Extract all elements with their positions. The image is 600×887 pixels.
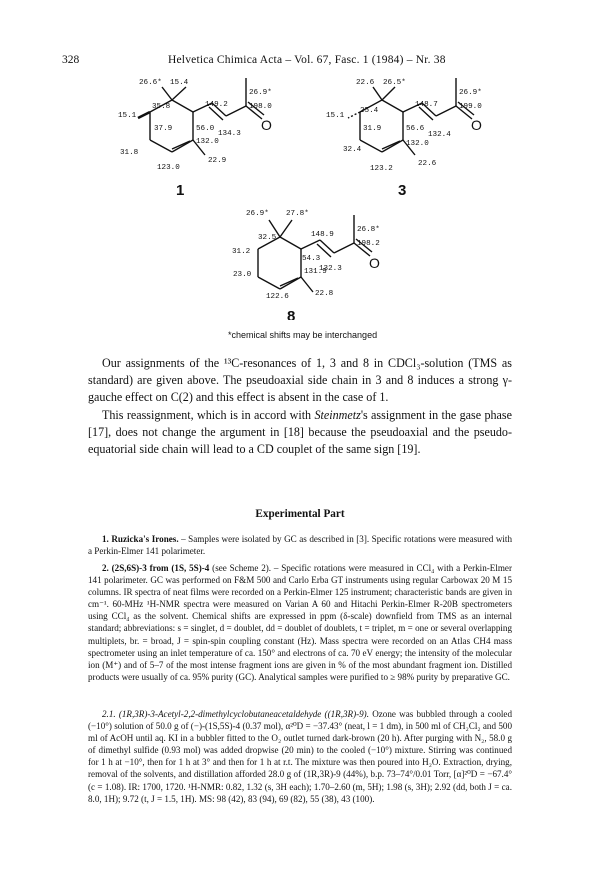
c3-shift: 148.7 (415, 101, 438, 109)
c8-shift: 26.9* (246, 210, 269, 218)
section-2-1-title: 2.1. (1R,3R)-3-Acetyl-2,2-dimethylcyclobutaneacetaldehyde ((1R,3R)-9). (102, 709, 369, 719)
c1-shift: 134.3 (218, 130, 241, 138)
c3-shift: 26.5* (383, 79, 406, 87)
c1-shift: 15.1 (118, 112, 137, 120)
c1-shift: 15.4 (170, 79, 189, 87)
experimental-heading: Experimental Part (255, 508, 345, 520)
c8-shift: 27.8* (286, 210, 309, 218)
c3-shift: 15.1 (326, 112, 345, 120)
c1-shift: 35.8 (152, 103, 171, 111)
c3-shift: 56.6 (406, 125, 425, 133)
c1-shift: 132.0 (196, 138, 219, 146)
c8-shift: 26.8* (357, 226, 380, 234)
compound-1-label: 1 (176, 182, 185, 199)
c1-shift: 26.9* (249, 89, 272, 97)
c1-shift: 198.0 (249, 103, 272, 111)
p2-text-a: This reassignment, which is in accord with (102, 408, 315, 422)
c3-shift: 132.4 (428, 131, 451, 139)
c3-shift: 22.6 (418, 160, 437, 168)
c8-shift: 54.3 (302, 255, 321, 263)
c1-shift: 31.8 (120, 149, 139, 157)
paragraph-reassignment (88, 407, 512, 459)
c8-shift: 32.5 (258, 234, 277, 242)
c8-shift: 122.6 (266, 293, 289, 301)
c8-shift: 131.9 (304, 268, 327, 276)
compound-8-label: 8 (287, 308, 296, 320)
page-number: 328 (62, 54, 80, 66)
c3-shift: 132.0 (406, 140, 429, 148)
running-title: Helvetica Chimica Acta – Vol. 67, Fasc. 1 (1984) – Nr. 38 (168, 54, 446, 66)
p2-author: Steinmetz (314, 408, 361, 422)
section-2-text: (see Scheme 2). – Specific rotations were measured in CCl₄ with a Perkin-Elmer 141 polarimeter. GC was performed on F&M 500 and Carlo Erba GT instruments using regular Carbowax 20 M 15 columns. IR spectra of neat films were recorded on a Perkin-Elmer 125 instrument; characteristic bands are given in cm⁻¹. 60-MHz ¹H-NMR spectra were measured on Varian A 60 and Hitachi Perkin-Elmer R-20B spectrometers using CCl₄ as the solvent. Chemical shifts are expressed in ppm (δ-scale) downfield from TMS as an internal standard; abbreviations: s = singlet, d = doublet, dd = doublet of doublets, t = triplet, m = one or several overlapping multiplets, br. = broad, J = spin-spin coupling constant (Hz). Mass spectra were recorded on an Atlas CH4 mass spectrometer using an inlet temperature of ca. 150° and electrons of ca. 70 eV energy; the intensity of the molecular ion (M⁺) and of 5–7 of the most intense fragment ions are given in % of the most abundant fragment ion. Distilled products were usually of ca. 95% purity (GC). Analytical samples were purified to ≥ 98% purity by preparative GC. (88, 563, 512, 682)
c8-shift: 22.8 (315, 290, 334, 298)
c8-shift: 23.0 (233, 271, 252, 279)
c1-shift: 22.9 (208, 157, 227, 165)
c8-shift: 198.2 (357, 240, 380, 248)
compound-3-label: 3 (398, 182, 407, 199)
c1-shift: 26.6* (139, 79, 162, 87)
section-1-text: – Samples were isolated by GC as described in [3]. Specific rotations were measured with a Perkin-Elmer 141 polarimeter. (88, 534, 513, 557)
section-1-title: 1. Ruzicka's Irones. (102, 534, 179, 544)
section-1 (88, 533, 512, 557)
structure-figure (0, 0, 600, 320)
figure-footnote: *chemical shifts may be interchanged (228, 330, 378, 340)
p2-text-b: 's assignment in the gase phase [17], does not change the argument in [18] because the pseudoaxial and the pseudo-equatorial side chain will lead to a CD couplet of the same sign [19]. (88, 408, 512, 457)
c8-shift: 132.3 (319, 265, 342, 273)
c8-shift: 31.2 (232, 248, 251, 256)
c8-shift: 148.9 (311, 231, 334, 239)
c3-shift: 22.6 (356, 79, 375, 87)
c3-shift: 25.4 (360, 107, 379, 115)
c3-oxygen: O (471, 117, 482, 133)
c1-shift: 56.0 (196, 125, 215, 133)
section-2 (88, 562, 512, 683)
c1-shift: 123.0 (157, 164, 180, 172)
section-2-1-text: Ozone was bubbled through a cooled (−10°) solution of 50.0 g of (−)-(1S,5S)-4 (0.37 mol), α²⁰D = −37.43° (neat, l = 1 dm), in 500 ml of CH₂Cl₂ and 500 ml of AcOH until aq. KI in a bubbler fitted to the O₂ outlet turned dark-brown (20 h). After purging with N₂, 58.0 g of dimethyl sulfide (0.93 mol) was added dropwise (20 min) to the cooled (−10°) mixture. Stirring was continued for 1 h at −10°, then for 1 h at 3° and then for 1 h at r.t. The mixture was then poured into H₂O. Extraction, drying, removal of the solvents, and distillation afforded 28.0 g of (1R,3R)-9 (44%), b.p. 73–74°/0.01 Torr, [α]²⁰D = −67.4° (c = 1.08). IR: 1700, 1720. ¹H-NMR: 0.82, 1.32 (s, 3H each); 1.70–2.60 (m, 5H); 1.98 (s, 3H); 2.92 (dd, both J = ca. 8.0, 1H); 9.72 (t, J = 1.5, 1H). MS: 98 (42), 83 (94), 69 (82), 55 (38), 43 (100). (88, 709, 512, 804)
paragraph-assignments: Our assignments of the ¹³C-resonances of 1, 3 and 8 in CDCl₃-solution (TMS as standard) are given above. The pseudoaxial side chain in 3 and 8 induces a strong γ-gauche effect on C(2) and this effect is absent in the case of 1. (88, 356, 512, 405)
c8-oxygen: O (369, 255, 380, 271)
c1-shift: 37.9 (154, 125, 173, 133)
c3-shift: 32.4 (343, 146, 362, 154)
c3-shift: 123.2 (370, 165, 393, 173)
section-2-title: 2. (2S,6S)-3 from (1S, 5S)-4 (102, 563, 210, 573)
c1-oxygen: O (261, 117, 272, 133)
c3-shift: 31.9 (363, 125, 382, 133)
c3-shift: 199.0 (459, 103, 482, 111)
compound-8-structure (258, 215, 372, 292)
c3-shift: 26.9* (459, 89, 482, 97)
section-2-1 (88, 708, 512, 805)
c1-shift: 149.2 (205, 101, 228, 109)
